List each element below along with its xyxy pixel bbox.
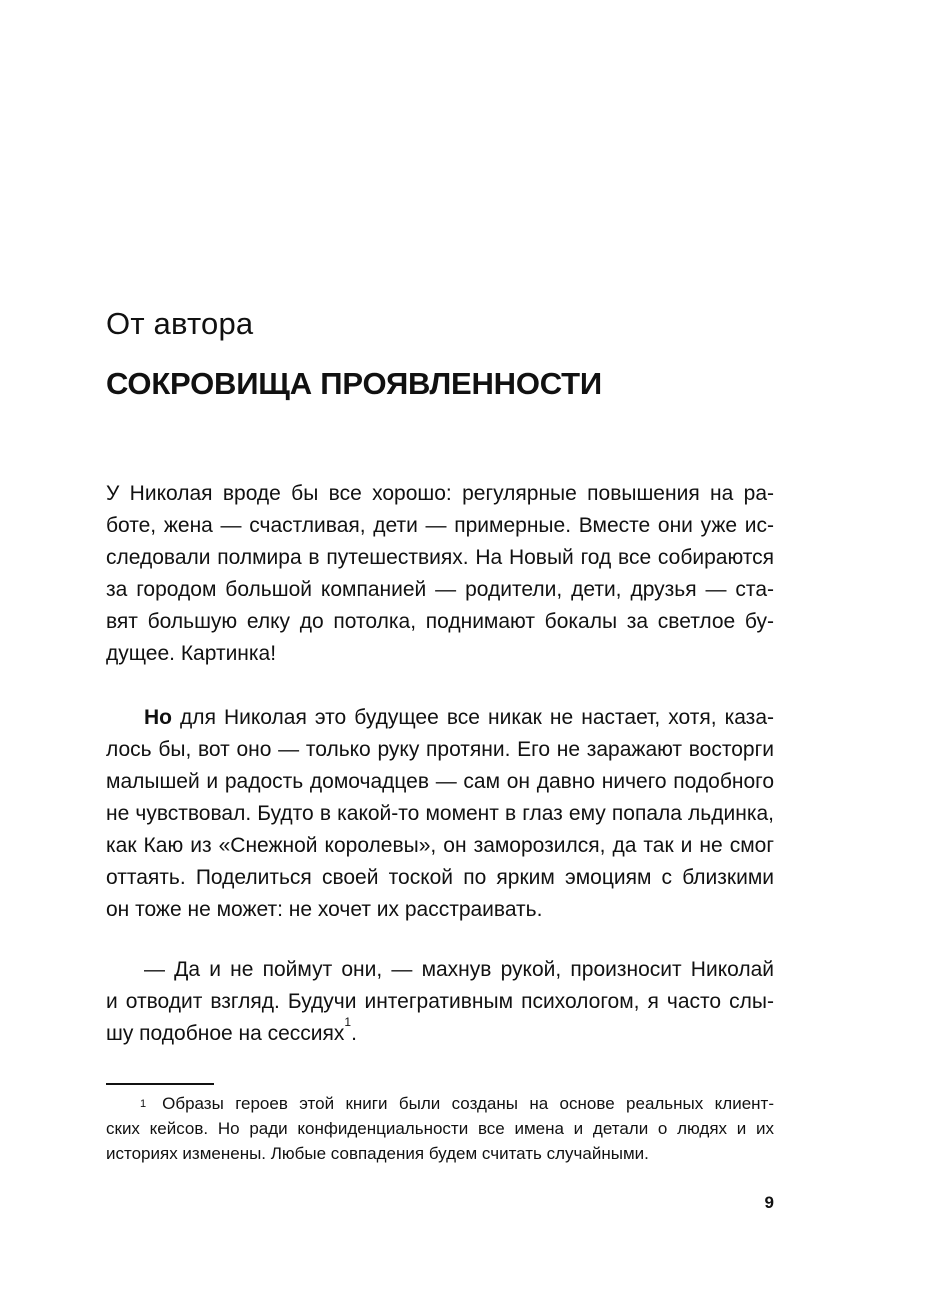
text-fragment: Образы героев этой книги были созданы на основе реальных клиент- xyxy=(162,1094,774,1113)
footnote xyxy=(106,1091,774,1166)
bold-word: Но xyxy=(144,706,172,729)
footnote-line: ских кейсов. Но ради конфиденциальности все имена и детали о людях и их xyxy=(106,1119,774,1138)
footnote-mark: 1 xyxy=(140,1098,147,1110)
section-subtitle: От автора xyxy=(106,306,254,341)
text-line: как Каю из «Снежной королевы», он заморозился, да так и не смог xyxy=(106,834,774,857)
text-line: оттаять. Поделиться своей тоской по ярким эмоциям с близкими xyxy=(106,866,774,889)
text-line: боте, жена — счастливая, дети — примерные. Вместе они уже ис- xyxy=(106,514,774,537)
paragraph-3 xyxy=(106,954,774,1050)
text-line: не чувствовал. Будто в какой-то момент в глаз ему попала льдинка, xyxy=(106,802,774,825)
text-line: за городом большой компанией — родители, дети, друзья — ста- xyxy=(106,578,774,601)
chapter-title: СОКРОВИЩА ПРОЯВЛЕННОСТИ xyxy=(106,366,602,401)
paragraph-2 xyxy=(106,702,774,926)
text-line: лось бы, вот оно — только руку протяни. Его не заражают восторги xyxy=(106,738,774,761)
text-line: малышей и радость домочадцев — сам он давно ничего подобного xyxy=(106,770,774,793)
paragraph-1 xyxy=(106,478,774,670)
text-line: У Николая вроде бы все хорошо: регулярные повышения на ра- xyxy=(106,482,774,505)
footnote-reference[interactable]: 1 xyxy=(344,1015,352,1029)
text-fragment: шу подобное на сессиях xyxy=(106,1022,345,1045)
footnote-line: историях изменены. Любые совпадения будем считать случайными. xyxy=(106,1144,649,1163)
text-line: вят большую елку до потолка, поднимают бокалы за светлое бу- xyxy=(106,610,774,633)
text-line: он тоже не может: не хочет их расстраивать. xyxy=(106,898,543,921)
text-line: следовали полмира в путешествиях. На Новый год все собираются xyxy=(106,546,774,569)
text-line xyxy=(106,1015,774,1050)
text-fragment: . xyxy=(351,1022,357,1045)
text-line: — Да и не поймут они, — махнув рукой, произносит Николай xyxy=(144,958,774,981)
text-line xyxy=(106,702,774,734)
footnote-line xyxy=(106,1091,774,1116)
page-number: 9 xyxy=(764,1193,774,1212)
footnote-divider xyxy=(106,1083,214,1085)
text-fragment: для Николая это будущее все никак не настает, хотя, каза- xyxy=(172,706,774,729)
text-line: дущее. Картинка! xyxy=(106,642,277,665)
text-line: и отводит взгляд. Будучи интегративным психологом, я часто слы- xyxy=(106,990,774,1013)
